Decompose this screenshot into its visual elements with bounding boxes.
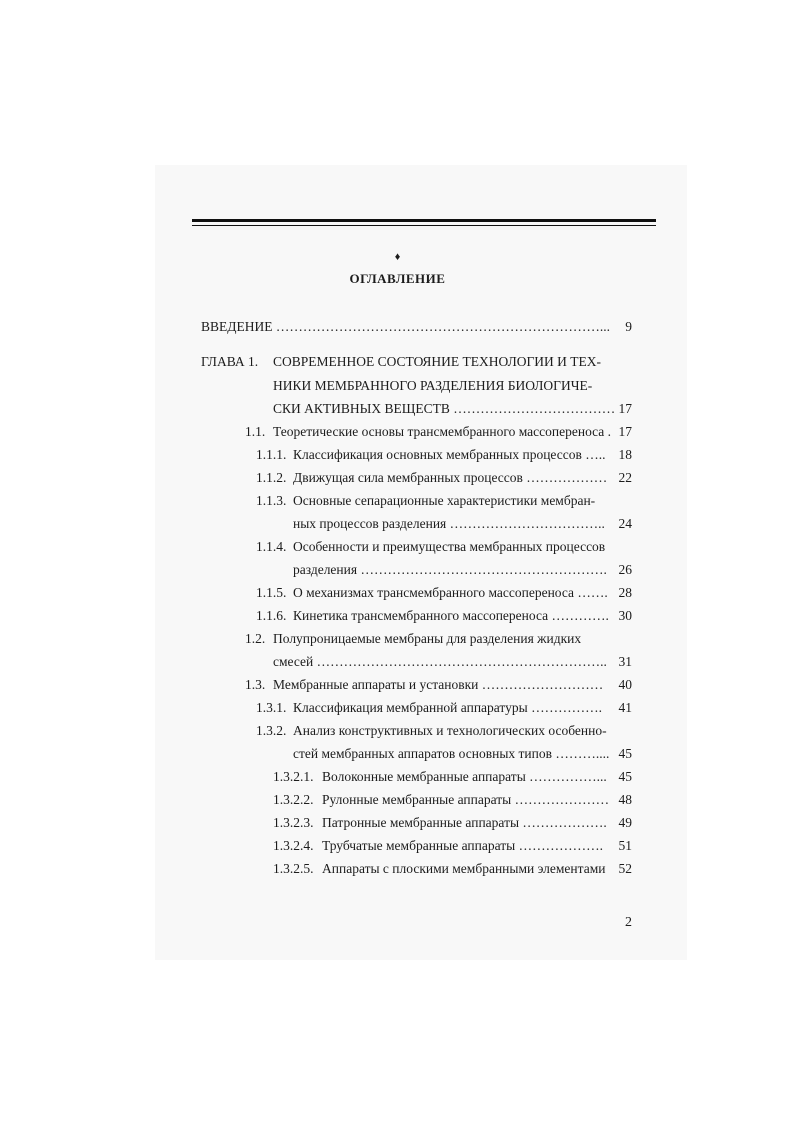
toc-subsubsection-title: Трубчатые мембранные аппараты ………………. xyxy=(322,838,603,853)
page-number: 2 xyxy=(625,915,632,930)
toc-chapter-label: ГЛАВА 1. xyxy=(201,354,259,369)
toc-subsection-number: 1.1.5. xyxy=(256,585,287,600)
toc-page-number: 31 xyxy=(618,654,632,669)
toc-section-number: 1.1. xyxy=(245,424,266,439)
toc-subsection-number: 1.1.6. xyxy=(256,608,287,623)
toc-subsection-number: 1.1.1. xyxy=(256,447,287,462)
toc-subsection-number: 1.1.3. xyxy=(256,493,287,508)
toc-page-number: 49 xyxy=(618,815,632,830)
toc-page-number: 45 xyxy=(618,769,632,784)
toc-page-number: 40 xyxy=(618,677,632,692)
toc-page-number: 17 xyxy=(618,401,632,416)
toc-chapter-title-line-1: СОВРЕМЕННОЕ СОСТОЯНИЕ ТЕХНОЛОГИИ И ТЕХ- xyxy=(273,354,602,369)
toc-subsubsection-title: Патронные мембранные аппараты ………………. xyxy=(322,815,607,830)
toc-subsubsection-number: 1.3.2.1. xyxy=(273,769,314,784)
toc-page-number: 22 xyxy=(618,470,632,485)
toc-subsubsection-title: Рулонные мембранные аппараты ………………… xyxy=(322,792,610,807)
toc-subsection-title-cont: ных процессов разделения …………………………….. xyxy=(293,516,605,531)
toc-page-number: 26 xyxy=(618,562,632,577)
toc-page-number: 28 xyxy=(618,585,632,600)
toc-subsubsection-title: Волоконные мембранные аппараты ……………... xyxy=(322,769,607,784)
toc-subsubsection-title: Аппараты с плоскими мембранными элементами xyxy=(322,861,606,876)
toc-page-number: 9 xyxy=(625,319,632,334)
toc-section-title-cont: смесей ……………………………………………………….. xyxy=(273,654,607,669)
toc-page-number: 41 xyxy=(618,700,632,715)
toc-page-number: 52 xyxy=(618,861,632,876)
toc-subsection-number: 1.1.4. xyxy=(256,539,287,554)
toc-subsection-title: Анализ конструктивных и технологических особенно- xyxy=(293,723,607,738)
toc-subsection-title: Движущая сила мембранных процессов ……………… xyxy=(293,470,608,485)
toc-page-number: 30 xyxy=(618,608,632,623)
toc-subsection-title-cont: разделения ………………………………………………. xyxy=(293,562,607,577)
toc-subsection-number: 1.1.2. xyxy=(256,470,287,485)
toc-chapter-title-line-2: НИКИ МЕМБРАННОГО РАЗДЕЛЕНИЯ БИОЛОГИЧЕ- xyxy=(273,378,593,393)
toc-subsection-title: Основные сепарационные характеристики мембран- xyxy=(293,493,596,508)
toc-subsection-number: 1.3.2. xyxy=(256,723,287,738)
toc-subsubsection-number: 1.3.2.5. xyxy=(273,861,314,876)
toc-page-number: 45 xyxy=(618,746,632,761)
toc-section-title: Полупроницаемые мембраны для разделения жидких xyxy=(273,631,582,646)
toc-subsubsection-number: 1.3.2.4. xyxy=(273,838,314,853)
toc-subsection-title: Классификация мембранной аппаратуры ……………. xyxy=(293,700,602,715)
header-rule-thin xyxy=(192,225,656,226)
header-rule-thick xyxy=(192,219,656,222)
toc-subsection-number: 1.3.1. xyxy=(256,700,287,715)
toc-section-title: Мембранные аппараты и установки ……………………… xyxy=(273,677,604,692)
toc-entry-text: ВВЕДЕНИЕ ………………………………………………………………... xyxy=(201,319,610,334)
toc-section-number: 1.3. xyxy=(245,677,266,692)
toc-entry-intro xyxy=(201,318,610,336)
toc-subsubsection-number: 1.3.2.3. xyxy=(273,815,314,830)
toc-section-title: Теоретические основы трансмембранного массопереноса . xyxy=(273,424,612,439)
toc-subsubsection-number: 1.3.2.2. xyxy=(273,792,314,807)
toc-page-number: 24 xyxy=(618,516,632,531)
toc-section-number: 1.2. xyxy=(245,631,266,646)
diamond-ornament-icon: ♦ xyxy=(394,251,401,263)
toc-page-number: 48 xyxy=(618,792,632,807)
toc-subsection-title: Классификация основных мембранных процессов ….. xyxy=(293,447,606,462)
toc-subsection-title: Кинетика трансмембранного массопереноса …………. xyxy=(293,608,609,623)
toc-chapter-title-line-3: СКИ АКТИВНЫХ ВЕЩЕСТВ ……………………………… xyxy=(273,401,616,416)
toc-page-number: 17 xyxy=(618,424,632,439)
toc-subsection-title: Особенности и преимущества мембранных процессов xyxy=(293,539,606,554)
page-title: ОГЛАВЛЕНИЕ xyxy=(349,271,446,286)
toc-subsection-title-cont: стей мембранных аппаратов основных типов ……….... xyxy=(293,746,610,761)
toc-subsection-title: О механизмах трансмембранного массопереноса ……. xyxy=(293,585,608,600)
toc-page-number: 51 xyxy=(618,838,632,853)
toc-page-number: 18 xyxy=(618,447,632,462)
